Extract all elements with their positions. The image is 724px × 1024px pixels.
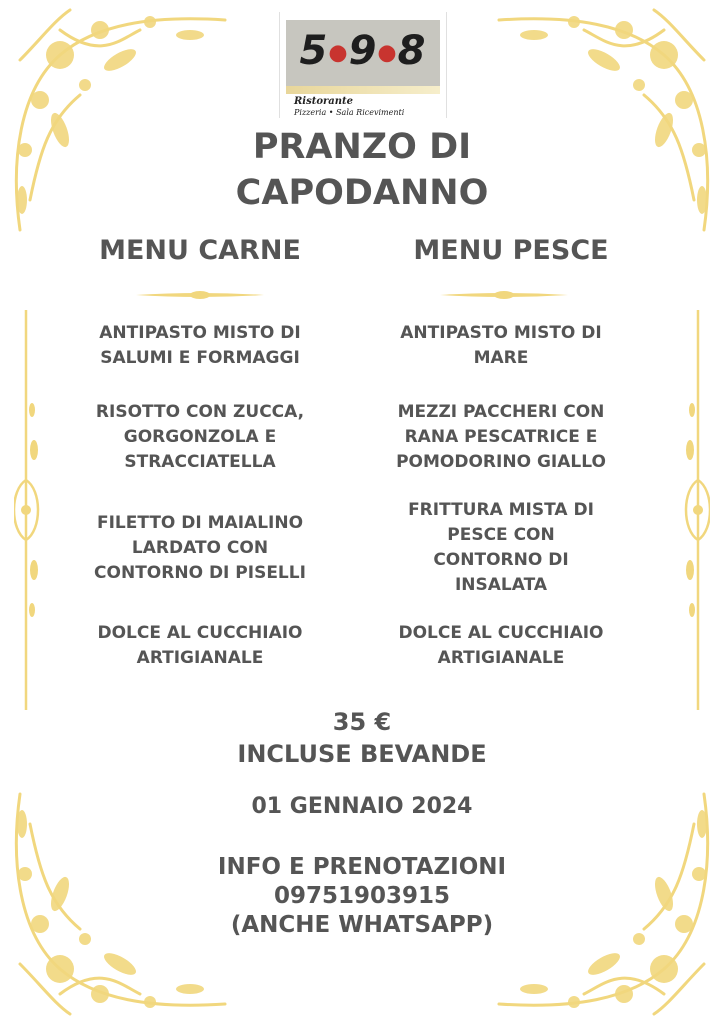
dish-line: PESCE CON bbox=[447, 525, 555, 545]
dish-line: RISOTTO CON ZUCCA, bbox=[95, 402, 305, 422]
restaurant-logo bbox=[279, 12, 447, 118]
pesce-dish bbox=[371, 400, 631, 475]
pesce-dish bbox=[371, 321, 631, 371]
price-block bbox=[0, 706, 724, 770]
side-ornament-right bbox=[680, 310, 710, 710]
price: 35 € bbox=[332, 708, 392, 736]
logo-number bbox=[286, 28, 440, 74]
dish-line: RANA PESCATRICE E bbox=[404, 427, 598, 447]
contact-block bbox=[0, 853, 724, 940]
logo-badge bbox=[286, 20, 440, 86]
dish-line: STRACCIATELLA bbox=[124, 452, 276, 472]
dish-line: DOLCE AL CUCCHIAIO bbox=[97, 623, 303, 643]
side-ornament-left bbox=[14, 310, 44, 710]
dish-line: ANTIPASTO MISTO DI bbox=[99, 323, 301, 343]
logo-digit: 8 bbox=[397, 28, 427, 74]
phone-number: 09751903915 bbox=[273, 883, 451, 909]
pesce-dish bbox=[371, 621, 631, 671]
dish-line: GORGONZOLA E bbox=[123, 427, 277, 447]
dish-line: FILETTO DI MAIALINO bbox=[96, 513, 304, 533]
event-date: 01 GENNAIO 2024 bbox=[251, 794, 473, 819]
dish-line: LARDATO CON bbox=[131, 538, 269, 558]
divider-ornament-right bbox=[440, 286, 568, 305]
dish-line: DOLCE AL CUCCHIAIO bbox=[398, 623, 604, 643]
dish-line: MARE bbox=[473, 348, 529, 368]
dish-line: FRITTURA MISTA DI bbox=[408, 500, 594, 520]
dish-line: CONTORNO DI bbox=[433, 550, 569, 570]
drinks-included: INCLUSE BEVANDE bbox=[237, 740, 487, 768]
dish-line: ARTIGIANALE bbox=[136, 648, 264, 668]
logo-gold-band bbox=[286, 86, 440, 94]
logo-digit: 9 bbox=[348, 28, 378, 74]
carne-dish bbox=[70, 511, 330, 586]
dish-line: POMODORINO GIALLO bbox=[396, 452, 606, 472]
menu-pesce-heading: MENU PESCE bbox=[413, 235, 609, 266]
dish-line: CONTORNO DI PISELLI bbox=[94, 563, 306, 583]
title-line: PRANZO DI bbox=[252, 127, 472, 167]
whatsapp-note: (ANCHE WHATSAPP) bbox=[230, 912, 494, 938]
menu-carne-heading: MENU CARNE bbox=[99, 235, 301, 266]
logo-digit: 5 bbox=[299, 28, 329, 74]
info-label: INFO E PRENOTAZIONI bbox=[217, 854, 507, 880]
logo-dot: ● bbox=[328, 40, 349, 66]
page-title bbox=[0, 124, 724, 216]
title-line: CAPODANNO bbox=[235, 173, 489, 213]
dish-line: ANTIPASTO MISTO DI bbox=[400, 323, 602, 343]
dish-line: INSALATA bbox=[454, 575, 548, 595]
logo-line1: Ristorante bbox=[294, 96, 354, 107]
pesce-dish bbox=[371, 498, 631, 598]
carne-dish bbox=[70, 321, 330, 371]
logo-line2: Pizzeria • Sala Ricevimenti bbox=[294, 108, 405, 117]
carne-dish bbox=[70, 400, 330, 475]
dish-line: MEZZI PACCHERI CON bbox=[397, 402, 605, 422]
dish-line: ARTIGIANALE bbox=[437, 648, 565, 668]
divider-ornament-left bbox=[136, 286, 264, 305]
carne-dish bbox=[70, 621, 330, 671]
dish-line: SALUMI E FORMAGGI bbox=[100, 348, 300, 368]
logo-dot: ● bbox=[377, 40, 398, 66]
